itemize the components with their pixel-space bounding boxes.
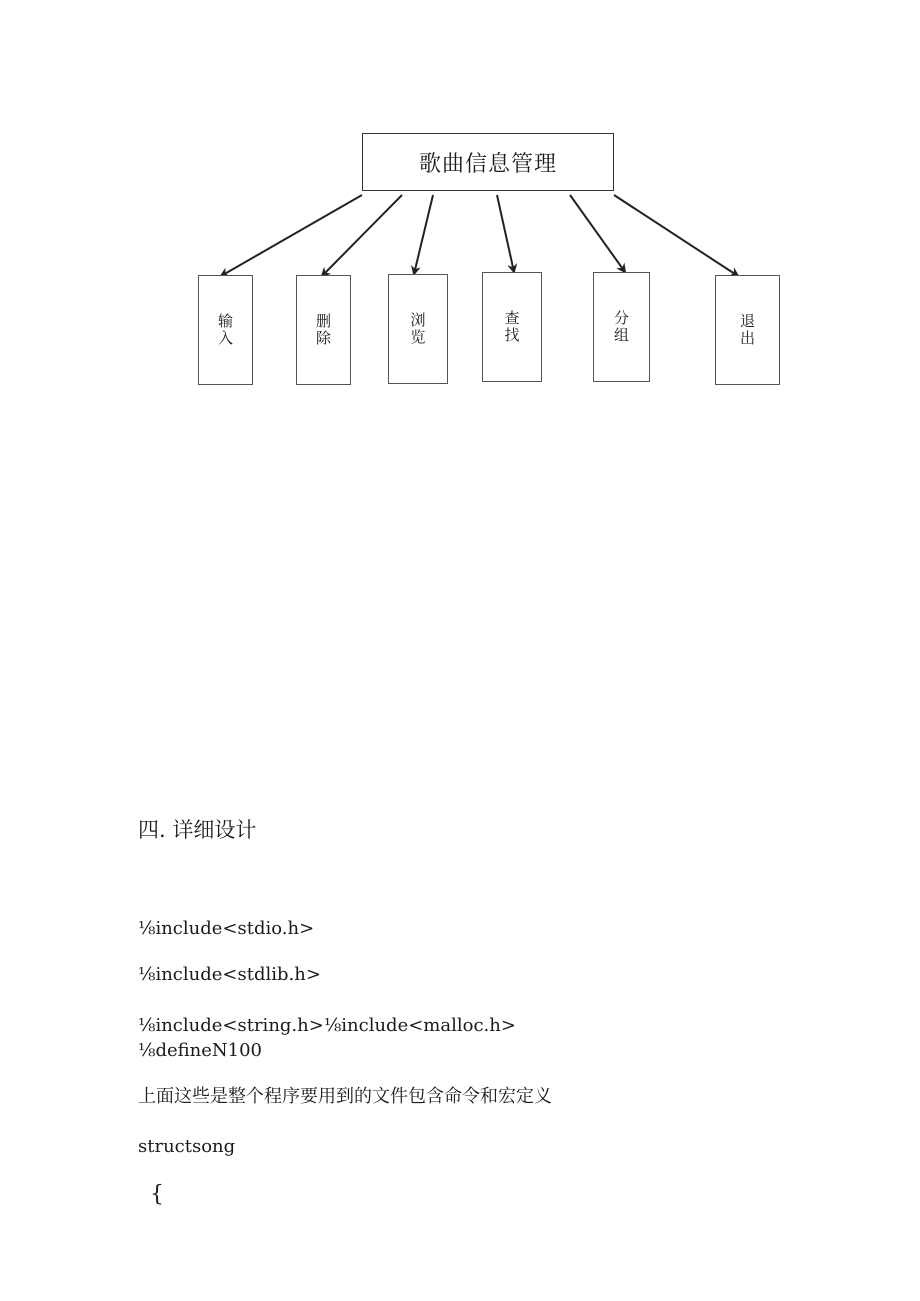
- node-delete-label: 删除: [314, 313, 332, 347]
- arrow-to-delete: [322, 195, 402, 276]
- struct-declaration: structsong: [138, 1136, 236, 1157]
- node-delete: [296, 275, 351, 385]
- node-browse: [388, 274, 448, 384]
- arrow-to-search: [497, 195, 514, 272]
- node-search-label: 查找: [502, 310, 521, 344]
- code-line-include-stdlib: ⅛include<stdlib.h>: [138, 964, 321, 985]
- node-input: [198, 275, 253, 385]
- node-group-label: 分组: [612, 310, 630, 344]
- description-text: 上面这些是整个程序要用到的文件包含命令和宏定义: [138, 1086, 552, 1107]
- arrow-to-group: [570, 195, 625, 272]
- node-group: [593, 272, 650, 382]
- code-line-define: ⅛defineN100: [138, 1040, 262, 1061]
- section-heading: 四. 详细设计: [138, 818, 257, 842]
- arrow-to-browse: [414, 195, 433, 274]
- module-diagram: [0, 0, 920, 400]
- node-search: [482, 272, 542, 382]
- open-brace: {: [150, 1182, 164, 1207]
- code-line-include-string-malloc: ⅛include<string.h>⅛include<malloc.h>: [138, 1015, 516, 1036]
- arrow-to-exit: [614, 195, 738, 276]
- node-browse-label: 浏览: [408, 312, 427, 346]
- arrow-to-input: [221, 195, 362, 276]
- code-line-include-stdio: ⅛include<stdio.h>: [138, 918, 315, 939]
- root-node: [362, 133, 614, 191]
- node-exit-label: 退出: [738, 313, 756, 347]
- node-input-label: 输入: [216, 313, 234, 347]
- diagram-arrows: [0, 0, 920, 400]
- root-node-label: 歌曲信息管理: [418, 151, 557, 177]
- node-exit: [715, 275, 780, 385]
